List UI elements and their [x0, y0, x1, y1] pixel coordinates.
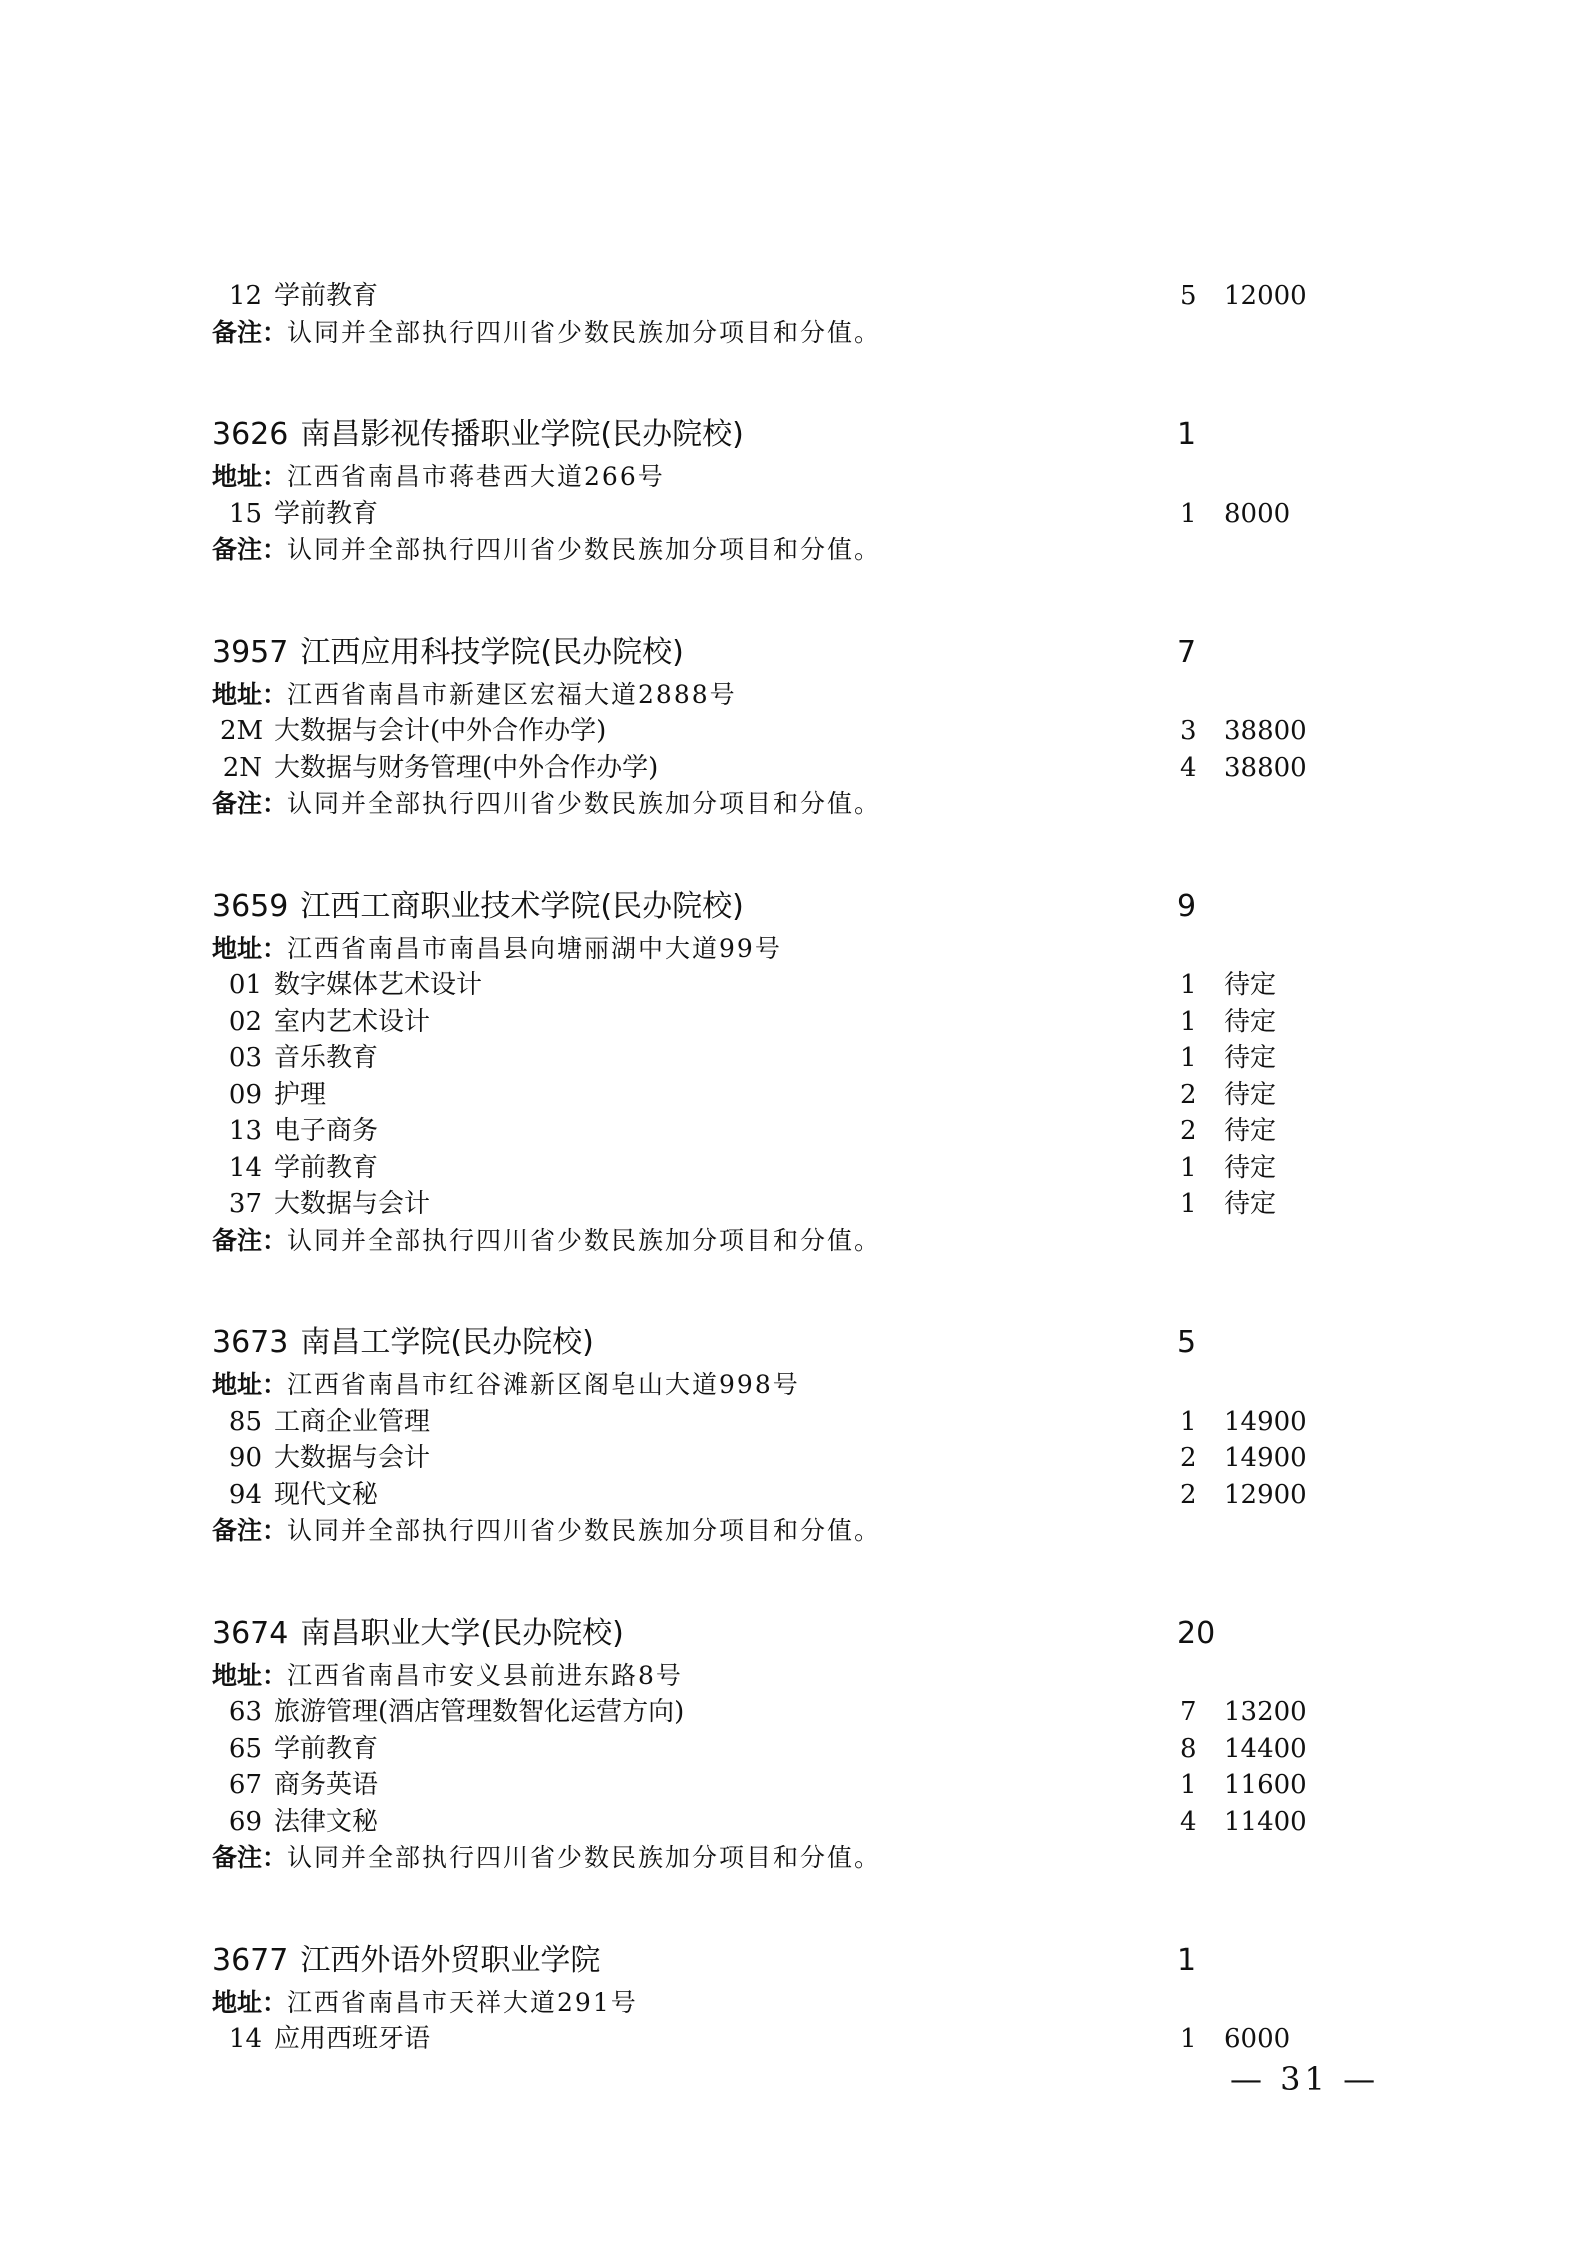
major-name: 法律文秘 [274, 1806, 379, 1837]
school-code: 3626 [212, 417, 289, 452]
note-line [212, 1840, 1352, 1877]
address-label: 地址： [212, 462, 288, 491]
major-code: 14 [228, 2024, 262, 2054]
major-code: 02 [228, 1006, 262, 1037]
major-count: 1 [1180, 1043, 1197, 1073]
school-total: 9 [1177, 888, 1197, 924]
major-name: 大数据与财务管理(中外合作办学) [274, 752, 659, 783]
address-line [212, 1985, 1352, 2022]
address-label: 地址： [212, 1370, 288, 1399]
note-label: 备注： [212, 1843, 288, 1872]
continuation-block [212, 278, 1352, 351]
school-name: 南昌职业大学(民办院校) [300, 1615, 624, 1651]
major-code: 03 [228, 1043, 262, 1073]
major-fee: 6000 [1224, 2024, 1291, 2054]
school-code: 3674 [212, 1615, 289, 1651]
major-name: 护理 [274, 1079, 327, 1110]
major-row [212, 1804, 1352, 1841]
school-code: 3673 [212, 1325, 289, 1360]
major-name: 学前教育 [274, 1733, 379, 1764]
address-text: 江西省南昌市蒋巷西大道266号 [287, 462, 665, 491]
address-text: 江西省南昌市天祥大道291号 [287, 1987, 638, 2017]
major-fee: 待定 [1224, 1152, 1277, 1183]
major-count: 2 [1180, 1443, 1197, 1473]
school-header [212, 1321, 1352, 1365]
school-name: 江西工商职业技术学院(民办院校) [300, 888, 744, 924]
major-row [212, 1404, 1352, 1441]
address-text: 江西省南昌市红谷滩新区阁皂山大道998号 [287, 1370, 800, 1399]
note-text: 认同并全部执行四川省少数民族加分项目和分值。 [287, 1843, 882, 1872]
major-row [212, 1186, 1352, 1223]
major-row [212, 1004, 1352, 1041]
school-total: 20 [1177, 1615, 1216, 1651]
major-code: 69 [228, 1806, 262, 1837]
address-text: 江西省南昌市新建区宏福大道2888号 [287, 679, 737, 709]
major-name: 现代文秘 [274, 1479, 379, 1510]
major-fee: 14400 [1224, 1733, 1307, 1764]
major-fee: 待定 [1224, 1079, 1277, 1110]
major-count: 2 [1180, 1116, 1197, 1146]
major-row [212, 278, 1352, 315]
major-name: 电子商务 [274, 1116, 379, 1146]
address-line [212, 459, 1352, 496]
major-count: 1 [1180, 1189, 1197, 1219]
major-count: 1 [1180, 1152, 1197, 1183]
address-text: 江西省南昌市安义县前进东路8号 [287, 1660, 683, 1690]
address-line [212, 677, 1352, 714]
major-name: 大数据与会计 [274, 1189, 431, 1219]
major-name: 学前教育 [274, 498, 379, 529]
major-name: 应用西班牙语 [274, 2024, 431, 2054]
major-count: 4 [1180, 1806, 1197, 1837]
major-row [212, 713, 1352, 750]
major-fee: 待定 [1224, 970, 1277, 1000]
school-code: 3677 [212, 1942, 289, 1978]
note-text: 认同并全部执行四川省少数民族加分项目和分值。 [287, 317, 882, 347]
school-name: 江西外语外贸职业学院 [300, 1942, 601, 1978]
major-count: 1 [1180, 498, 1197, 529]
major-row [212, 750, 1352, 787]
major-row [212, 967, 1352, 1004]
major-fee: 12900 [1224, 1479, 1307, 1510]
major-row [212, 1731, 1352, 1768]
major-fee: 待定 [1224, 1006, 1277, 1037]
major-fee: 14900 [1224, 1443, 1307, 1473]
school-block [212, 1321, 1352, 1550]
major-code: 85 [228, 1406, 262, 1437]
major-count: 1 [1180, 970, 1197, 1000]
note-text: 认同并全部执行四川省少数民族加分项目和分值。 [287, 535, 882, 564]
major-name: 商务英语 [274, 1770, 379, 1800]
major-row [212, 496, 1352, 533]
major-fee: 待定 [1224, 1116, 1277, 1146]
school-code: 3957 [212, 634, 289, 670]
address-line [212, 931, 1352, 968]
address-label: 地址： [212, 1987, 288, 2017]
major-code: 15 [228, 498, 262, 529]
school-total: 7 [1177, 634, 1197, 670]
major-row [212, 1077, 1352, 1114]
school-header [212, 1612, 1352, 1656]
note-text: 认同并全部执行四川省少数民族加分项目和分值。 [287, 789, 882, 818]
school-total: 1 [1177, 1942, 1197, 1978]
school-block [212, 1612, 1352, 1877]
major-count: 1 [1180, 1406, 1197, 1437]
major-name: 室内艺术设计 [274, 1006, 431, 1037]
page-number: — 31 — [1230, 2060, 1380, 2098]
major-fee: 13200 [1224, 1697, 1307, 1727]
school-header [212, 885, 1352, 929]
address-label: 地址： [212, 679, 288, 709]
address-line [212, 1658, 1352, 1695]
major-row [212, 1767, 1352, 1804]
school-block [212, 631, 1352, 823]
major-count: 2 [1180, 1079, 1197, 1110]
note-line [212, 786, 1352, 823]
school-total: 1 [1177, 417, 1197, 452]
major-name: 大数据与会计(中外合作办学) [274, 716, 607, 746]
major-code: 13 [228, 1116, 262, 1146]
major-code: 65 [228, 1733, 262, 1764]
major-fee: 8000 [1224, 498, 1291, 529]
major-code: 37 [228, 1189, 262, 1219]
major-count: 3 [1180, 716, 1197, 746]
major-fee: 待定 [1224, 1189, 1277, 1219]
major-count: 2 [1180, 1479, 1197, 1510]
major-name: 学前教育 [274, 1152, 379, 1183]
major-code: 67 [228, 1770, 262, 1800]
note-label: 备注： [212, 789, 288, 818]
major-row [212, 1440, 1352, 1477]
major-row [212, 1150, 1352, 1187]
note-text: 认同并全部执行四川省少数民族加分项目和分值。 [287, 1516, 882, 1545]
major-code: 63 [228, 1697, 262, 1727]
school-header [212, 631, 1352, 675]
note-line [212, 1513, 1352, 1550]
major-row [212, 1477, 1352, 1514]
major-code: 94 [228, 1479, 262, 1510]
note-line [212, 1223, 1352, 1260]
major-fee: 38800 [1224, 716, 1307, 746]
school-total: 5 [1177, 1325, 1197, 1360]
major-count: 1 [1180, 1006, 1197, 1037]
note-label: 备注： [212, 317, 288, 347]
major-fee: 38800 [1224, 752, 1307, 783]
major-name: 音乐教育 [274, 1043, 379, 1073]
school-block [212, 1939, 1352, 2058]
note-text: 认同并全部执行四川省少数民族加分项目和分值。 [287, 1225, 882, 1255]
note-line [212, 315, 1352, 352]
school-block [212, 413, 1352, 569]
major-name: 数字媒体艺术设计 [274, 970, 483, 1000]
major-count: 5 [1180, 281, 1197, 311]
major-code: 90 [228, 1443, 262, 1473]
school-block [212, 885, 1352, 1260]
major-fee: 11400 [1224, 1806, 1307, 1837]
major-code: 09 [228, 1079, 262, 1110]
school-name: 南昌工学院(民办院校) [300, 1325, 594, 1360]
school-list [212, 413, 1352, 2058]
major-name: 工商企业管理 [274, 1406, 431, 1437]
major-row [212, 2021, 1352, 2058]
major-fee: 12000 [1224, 281, 1307, 311]
school-name: 南昌影视传播职业学院(民办院校) [300, 417, 744, 452]
major-fee: 11600 [1224, 1770, 1307, 1800]
major-count: 4 [1180, 752, 1197, 783]
address-text: 江西省南昌市南昌县向塘丽湖中大道99号 [287, 933, 782, 963]
note-line [212, 532, 1352, 569]
major-fee: 待定 [1224, 1043, 1277, 1073]
note-label: 备注： [212, 1225, 288, 1255]
school-name: 江西应用科技学院(民办院校) [300, 634, 684, 670]
major-code: 12 [228, 281, 262, 311]
document-page [212, 278, 1352, 2058]
major-count: 8 [1180, 1733, 1197, 1764]
school-header [212, 413, 1352, 457]
major-code: 2N [222, 752, 262, 783]
major-count: 1 [1180, 1770, 1197, 1800]
major-code: 14 [228, 1152, 262, 1183]
address-label: 地址： [212, 1660, 288, 1690]
major-row [212, 1694, 1352, 1731]
major-name: 旅游管理(酒店管理数智化运营方向) [274, 1697, 685, 1727]
major-name: 学前教育 [274, 281, 379, 311]
note-label: 备注： [212, 535, 288, 564]
address-line [212, 1367, 1352, 1404]
school-code: 3659 [212, 888, 289, 924]
major-code: 01 [228, 970, 262, 1000]
school-header [212, 1939, 1352, 1983]
major-fee: 14900 [1224, 1406, 1307, 1437]
address-label: 地址： [212, 933, 288, 963]
major-name: 大数据与会计 [274, 1443, 431, 1473]
note-label: 备注： [212, 1516, 288, 1545]
major-count: 7 [1180, 1697, 1197, 1727]
major-count: 1 [1180, 2024, 1197, 2054]
major-code: 2M [220, 716, 264, 746]
major-row [212, 1113, 1352, 1150]
major-row [212, 1040, 1352, 1077]
